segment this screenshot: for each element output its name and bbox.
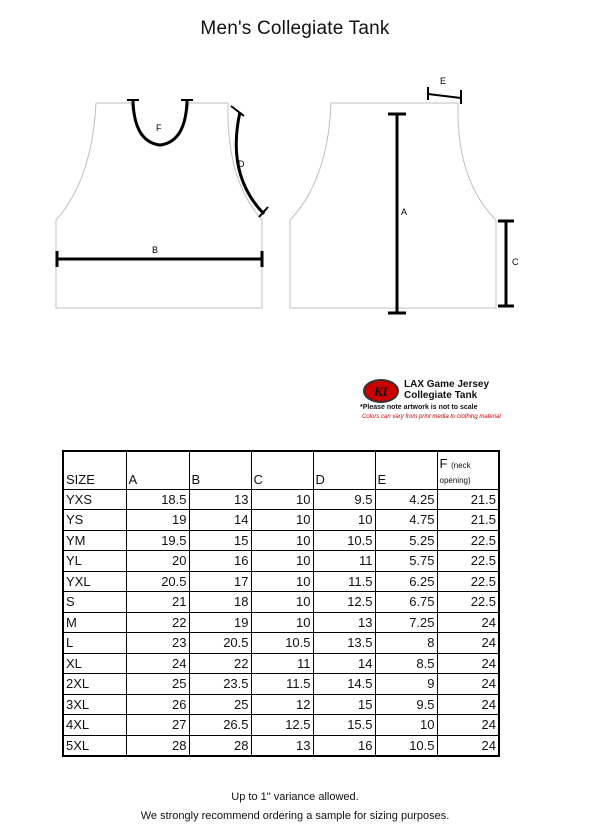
measurement-cell: 4.75	[375, 510, 437, 531]
header-f-note: (neck opening)	[439, 460, 471, 485]
measurement-cell: 10	[251, 530, 313, 551]
measurement-cell: 20.5	[189, 633, 251, 654]
size-cell: 4XL	[63, 715, 126, 736]
measurement-cell: 21	[126, 592, 189, 613]
measurement-cell: 27	[126, 715, 189, 736]
measurement-cell: 5.75	[375, 551, 437, 572]
measurement-cell: 24	[437, 612, 499, 633]
measurement-cell: 4.25	[375, 489, 437, 510]
measurement-cell: 7.25	[375, 612, 437, 633]
measurement-cell: 16	[313, 735, 375, 756]
measurement-cell: 10	[251, 592, 313, 613]
header-d: D	[313, 451, 375, 489]
measurement-cell: 10	[251, 571, 313, 592]
measurement-cell: 23	[126, 633, 189, 654]
page-title: Men's Collegiate Tank	[200, 18, 390, 39]
measurement-cell: 15.5	[313, 715, 375, 736]
header-f	[437, 451, 499, 489]
measurement-cell: 9	[375, 674, 437, 695]
measurement-cell: 21.5	[437, 510, 499, 531]
size-cell: XL	[63, 653, 126, 674]
label-d: D	[238, 159, 245, 169]
measurement-cell: 15	[189, 530, 251, 551]
measurement-cell: 18	[189, 592, 251, 613]
table-row	[63, 653, 499, 674]
variance-note: Up to 1" variance allowed.	[231, 791, 359, 803]
header-b: B	[189, 451, 251, 489]
label-e: E	[440, 76, 447, 86]
table-row	[63, 715, 499, 736]
measurement-cell: 19.5	[126, 530, 189, 551]
label-f: F	[156, 123, 162, 133]
measurement-cell: 19	[126, 510, 189, 531]
measurement-cell: 25	[189, 694, 251, 715]
back-tank-outline	[290, 103, 496, 308]
measurement-cell: 9.5	[375, 694, 437, 715]
measurement-cell: 15	[313, 694, 375, 715]
measurement-cell: 19	[189, 612, 251, 633]
size-cell: YM	[63, 530, 126, 551]
table-row	[63, 612, 499, 633]
measurement-cell: 14	[313, 653, 375, 674]
measure-e-strap	[428, 94, 461, 98]
measurement-cell: 22	[126, 612, 189, 633]
measurement-cell: 8.5	[375, 653, 437, 674]
size-cell: M	[63, 612, 126, 633]
brand-logo-block	[360, 376, 520, 426]
front-tank-outline	[56, 103, 262, 308]
measurement-cell: 24	[437, 633, 499, 654]
measurement-cell: 6.75	[375, 592, 437, 613]
measurement-cell: 23.5	[189, 674, 251, 695]
measurement-cell: 20.5	[126, 571, 189, 592]
measurement-cell: 21.5	[437, 489, 499, 510]
measurement-cell: 25	[126, 674, 189, 695]
measurement-cell: 26.5	[189, 715, 251, 736]
logo-colors-note: Colors can vary from print media to clothing material	[362, 414, 501, 420]
measurement-cell: 22.5	[437, 571, 499, 592]
measurement-cell: 12	[251, 694, 313, 715]
measurement-cell: 24	[126, 653, 189, 674]
header-size: SIZE	[63, 451, 126, 489]
size-cell: L	[63, 633, 126, 654]
measurement-cell: 16	[189, 551, 251, 572]
size-cell: 3XL	[63, 694, 126, 715]
measurement-cell: 13	[189, 489, 251, 510]
measurement-cell: 11.5	[251, 674, 313, 695]
measurement-cell: 5.25	[375, 530, 437, 551]
measurement-cell: 24	[437, 653, 499, 674]
label-b: B	[152, 245, 159, 255]
measurement-cell: 12.5	[251, 715, 313, 736]
table-row	[63, 592, 499, 613]
measurement-cell: 10.5	[313, 530, 375, 551]
table-row	[63, 551, 499, 572]
measurement-cell: 22	[189, 653, 251, 674]
measurement-cell: 10.5	[251, 633, 313, 654]
measurement-cell: 9.5	[313, 489, 375, 510]
measurement-cell: 28	[126, 735, 189, 756]
header-e: E	[375, 451, 437, 489]
measurement-cell: 13	[313, 612, 375, 633]
measurement-cell: 13	[251, 735, 313, 756]
logo-scale-note: *Please note artwork is not to scale	[360, 404, 478, 411]
measurement-cell: 22.5	[437, 551, 499, 572]
measurement-cell: 11.5	[313, 571, 375, 592]
measurement-cell: 10	[251, 612, 313, 633]
sample-recommendation-note: We strongly recommend ordering a sample for sizing purposes.	[140, 810, 450, 822]
measurement-cell: 14.5	[313, 674, 375, 695]
measurement-cell: 24	[437, 674, 499, 695]
logo-badge-text: KI	[374, 384, 388, 399]
table-row	[63, 735, 499, 756]
table-row	[63, 510, 499, 531]
tank-diagram	[0, 0, 590, 340]
header-c: C	[251, 451, 313, 489]
logo-product-name: LAX Game Jersey	[404, 379, 490, 390]
table-row	[63, 530, 499, 551]
measurement-cell: 24	[437, 715, 499, 736]
measurement-cell: 8	[375, 633, 437, 654]
measurement-cell: 10	[251, 489, 313, 510]
brand-logo-icon	[362, 378, 400, 404]
measurement-cell: 11	[251, 653, 313, 674]
size-cell: 2XL	[63, 674, 126, 695]
label-c: C	[512, 257, 519, 267]
header-f-letter: F	[439, 455, 448, 471]
logo-product-subtitle: Collegiate Tank	[404, 390, 478, 401]
size-cell: 5XL	[63, 735, 126, 756]
measurement-cell: 11	[313, 551, 375, 572]
measurement-cell: 22.5	[437, 530, 499, 551]
measurement-cell: 13.5	[313, 633, 375, 654]
measurement-cell: 6.25	[375, 571, 437, 592]
measurement-cell: 10	[375, 715, 437, 736]
measurement-cell: 24	[437, 735, 499, 756]
table-row	[63, 633, 499, 654]
measurement-cell: 12.5	[313, 592, 375, 613]
table-header-row	[63, 451, 499, 489]
measurement-cell: 20	[126, 551, 189, 572]
measurement-cell: 18.5	[126, 489, 189, 510]
measurement-cell: 28	[189, 735, 251, 756]
table-row	[63, 694, 499, 715]
table-row	[63, 489, 499, 510]
size-cell: YXS	[63, 489, 126, 510]
size-cell: YXL	[63, 571, 126, 592]
size-chart-table	[62, 450, 500, 757]
table-row	[63, 674, 499, 695]
size-cell: YL	[63, 551, 126, 572]
table-row	[63, 571, 499, 592]
measurement-cell: 10	[251, 551, 313, 572]
measurement-cell: 17	[189, 571, 251, 592]
size-cell: YS	[63, 510, 126, 531]
measurement-cell: 14	[189, 510, 251, 531]
measurement-cell: 10.5	[375, 735, 437, 756]
measurement-cell: 26	[126, 694, 189, 715]
label-a: A	[401, 207, 408, 217]
header-a: A	[126, 451, 189, 489]
measurement-cell: 10	[251, 510, 313, 531]
measurement-cell: 10	[313, 510, 375, 531]
measurement-cell: 24	[437, 694, 499, 715]
size-cell: S	[63, 592, 126, 613]
measurement-cell: 22.5	[437, 592, 499, 613]
